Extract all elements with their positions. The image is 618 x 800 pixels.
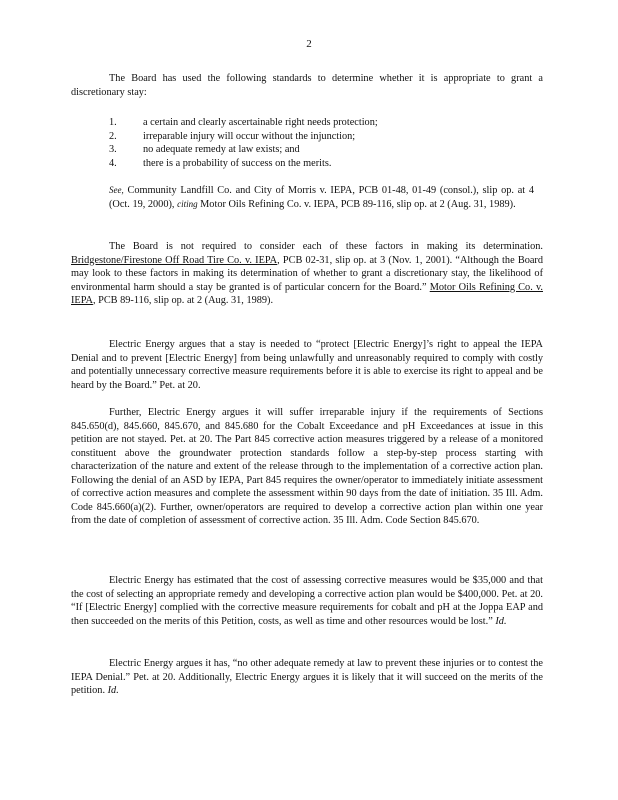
- citation-text: [109, 184, 534, 211]
- citation-block: [109, 184, 534, 211]
- cost-estimate-text: [71, 574, 543, 628]
- standards-intro-text: The Board has used the following standards to determine whether it is appropriate to grant a discretionary stay:: [71, 73, 543, 98]
- standards-intro-paragraph: [71, 72, 543, 99]
- list-item-text: there is a probability of success on the merits.: [143, 157, 332, 169]
- no-remedy-text: [71, 657, 543, 698]
- factors-paragraph: [71, 240, 543, 308]
- irreparable-injury-paragraph: [71, 406, 543, 528]
- no-remedy-paragraph: [71, 657, 543, 698]
- list-item: [109, 116, 509, 130]
- factors-text-a: The Board is not required to consider each of these factors in making its determination.: [109, 241, 543, 252]
- standards-list: [109, 116, 509, 170]
- id-signal: Id.: [107, 685, 119, 696]
- citation-text-b: Motor Oils Refining Co. v. IEPA, PCB 89-116, slip op. at 2 (Aug. 31, 1989).: [200, 198, 516, 210]
- cost-estimate-body: Electric Energy has estimated that the cost of assessing corrective measures would be $35,000 and that the cost of selecting an appropriate remedy and developing a corrective action plan would be $400,000. Pet. at 20. “If [Electric Energy] complied with the corrective measure requirements for cobalt and pH at the Joppa EAP and then succeeded on the merits of this Petition, costs, as well as time and other resources would be lost.”: [71, 575, 543, 627]
- no-remedy-body: Electric Energy argues it has, “no other adequate remedy at law to prevent these injuries or to contest the IEPA Denial.” Pet. at 20. Additionally, Electric Energy argues it is likely that it will succeed on the merits of the petition.: [71, 658, 543, 696]
- factors-text: [71, 240, 543, 308]
- factors-text-b: , PCB 02-31, slip op. at 3 (Nov. 1, 2001). “Although the Board may look to these factors in making its determination of whether to grant a discretionary stay, the likelihood of environmental harm should a stay be granted is of particular concern for the Board.”: [71, 254, 543, 293]
- stay-needed-paragraph: [71, 338, 543, 392]
- list-item-number: 4.: [109, 157, 117, 169]
- citation-signal-see: See,: [109, 185, 124, 195]
- factors-text-c: , PCB 89-116, slip op. at 2 (Aug. 31, 1989).: [92, 295, 274, 306]
- stay-needed-text: Electric Energy argues that a stay is needed to “protect [Electric Energy]’s right to appeal the IEPA Denial and to prevent [Electric Energy] from being unlawfully and unreasonably required to comply with costly and potentially unnecessary corrective measure requirements before it is able to exercise its right to appeal and be heard by the Board.” Pet. at 20.: [71, 339, 543, 391]
- list-item: [109, 157, 509, 171]
- id-signal: Id.: [495, 615, 507, 627]
- list-item-number: 3.: [109, 144, 117, 155]
- list-item-text: no adequate remedy at law exists; and: [143, 144, 300, 155]
- citation-signal-citing: citing: [177, 198, 198, 209]
- list-item-number: 2.: [109, 130, 117, 142]
- list-item-text: irreparable injury will occur without the injunction;: [143, 130, 356, 142]
- page-number: 2: [306, 38, 312, 50]
- irreparable-injury-text: Further, Electric Energy argues it will suffer irreparable injury if the requirements of Sections 845.650(d), 845.660, 845.670, and 845.680 for the Cobalt Exceedance and pH Exceedances at issue in this petition are not stayed. Pet. at 20. The Part 845 corrective action measures triggered by a release of a monitored constituent above the groundwater protection standards follow a step-by-step process starting with characterization of the nature and extent of the release through to the implementation of a corrective action plan. Following the denial of an ASD by IEPA, Part 845 requires the owner/operator to immediately initiate assessment of corrective action measures and complete the assessment within 90 days from the date of initiation. 35 Ill. Adm. Code 845.660(a)(2). Further, owner/operators are required to develop a corrective action plan within one year from the date of completion of assessment of corrective action. 35 Ill. Adm. Code Section 845.670.: [71, 407, 543, 526]
- cost-estimate-paragraph: [71, 574, 543, 628]
- case-name-bridgestone: Bridgestone/Firestone Off Road Tire Co. v. IEPA: [71, 254, 278, 266]
- list-item-number: 1.: [109, 117, 117, 128]
- list-item: [109, 143, 509, 157]
- citation-text-a: Community Landfill Co. and City of Morris v. IEPA, PCB 01-48, 01-49 (consol.), slip op. at 4 (Oct. 19, 2000),: [109, 185, 534, 210]
- list-item-text: a certain and clearly ascertainable right needs protection;: [143, 117, 378, 128]
- case-name-motor-oils: Motor Oils Refining Co. v. IEPA: [71, 281, 543, 306]
- list-item: [109, 130, 509, 144]
